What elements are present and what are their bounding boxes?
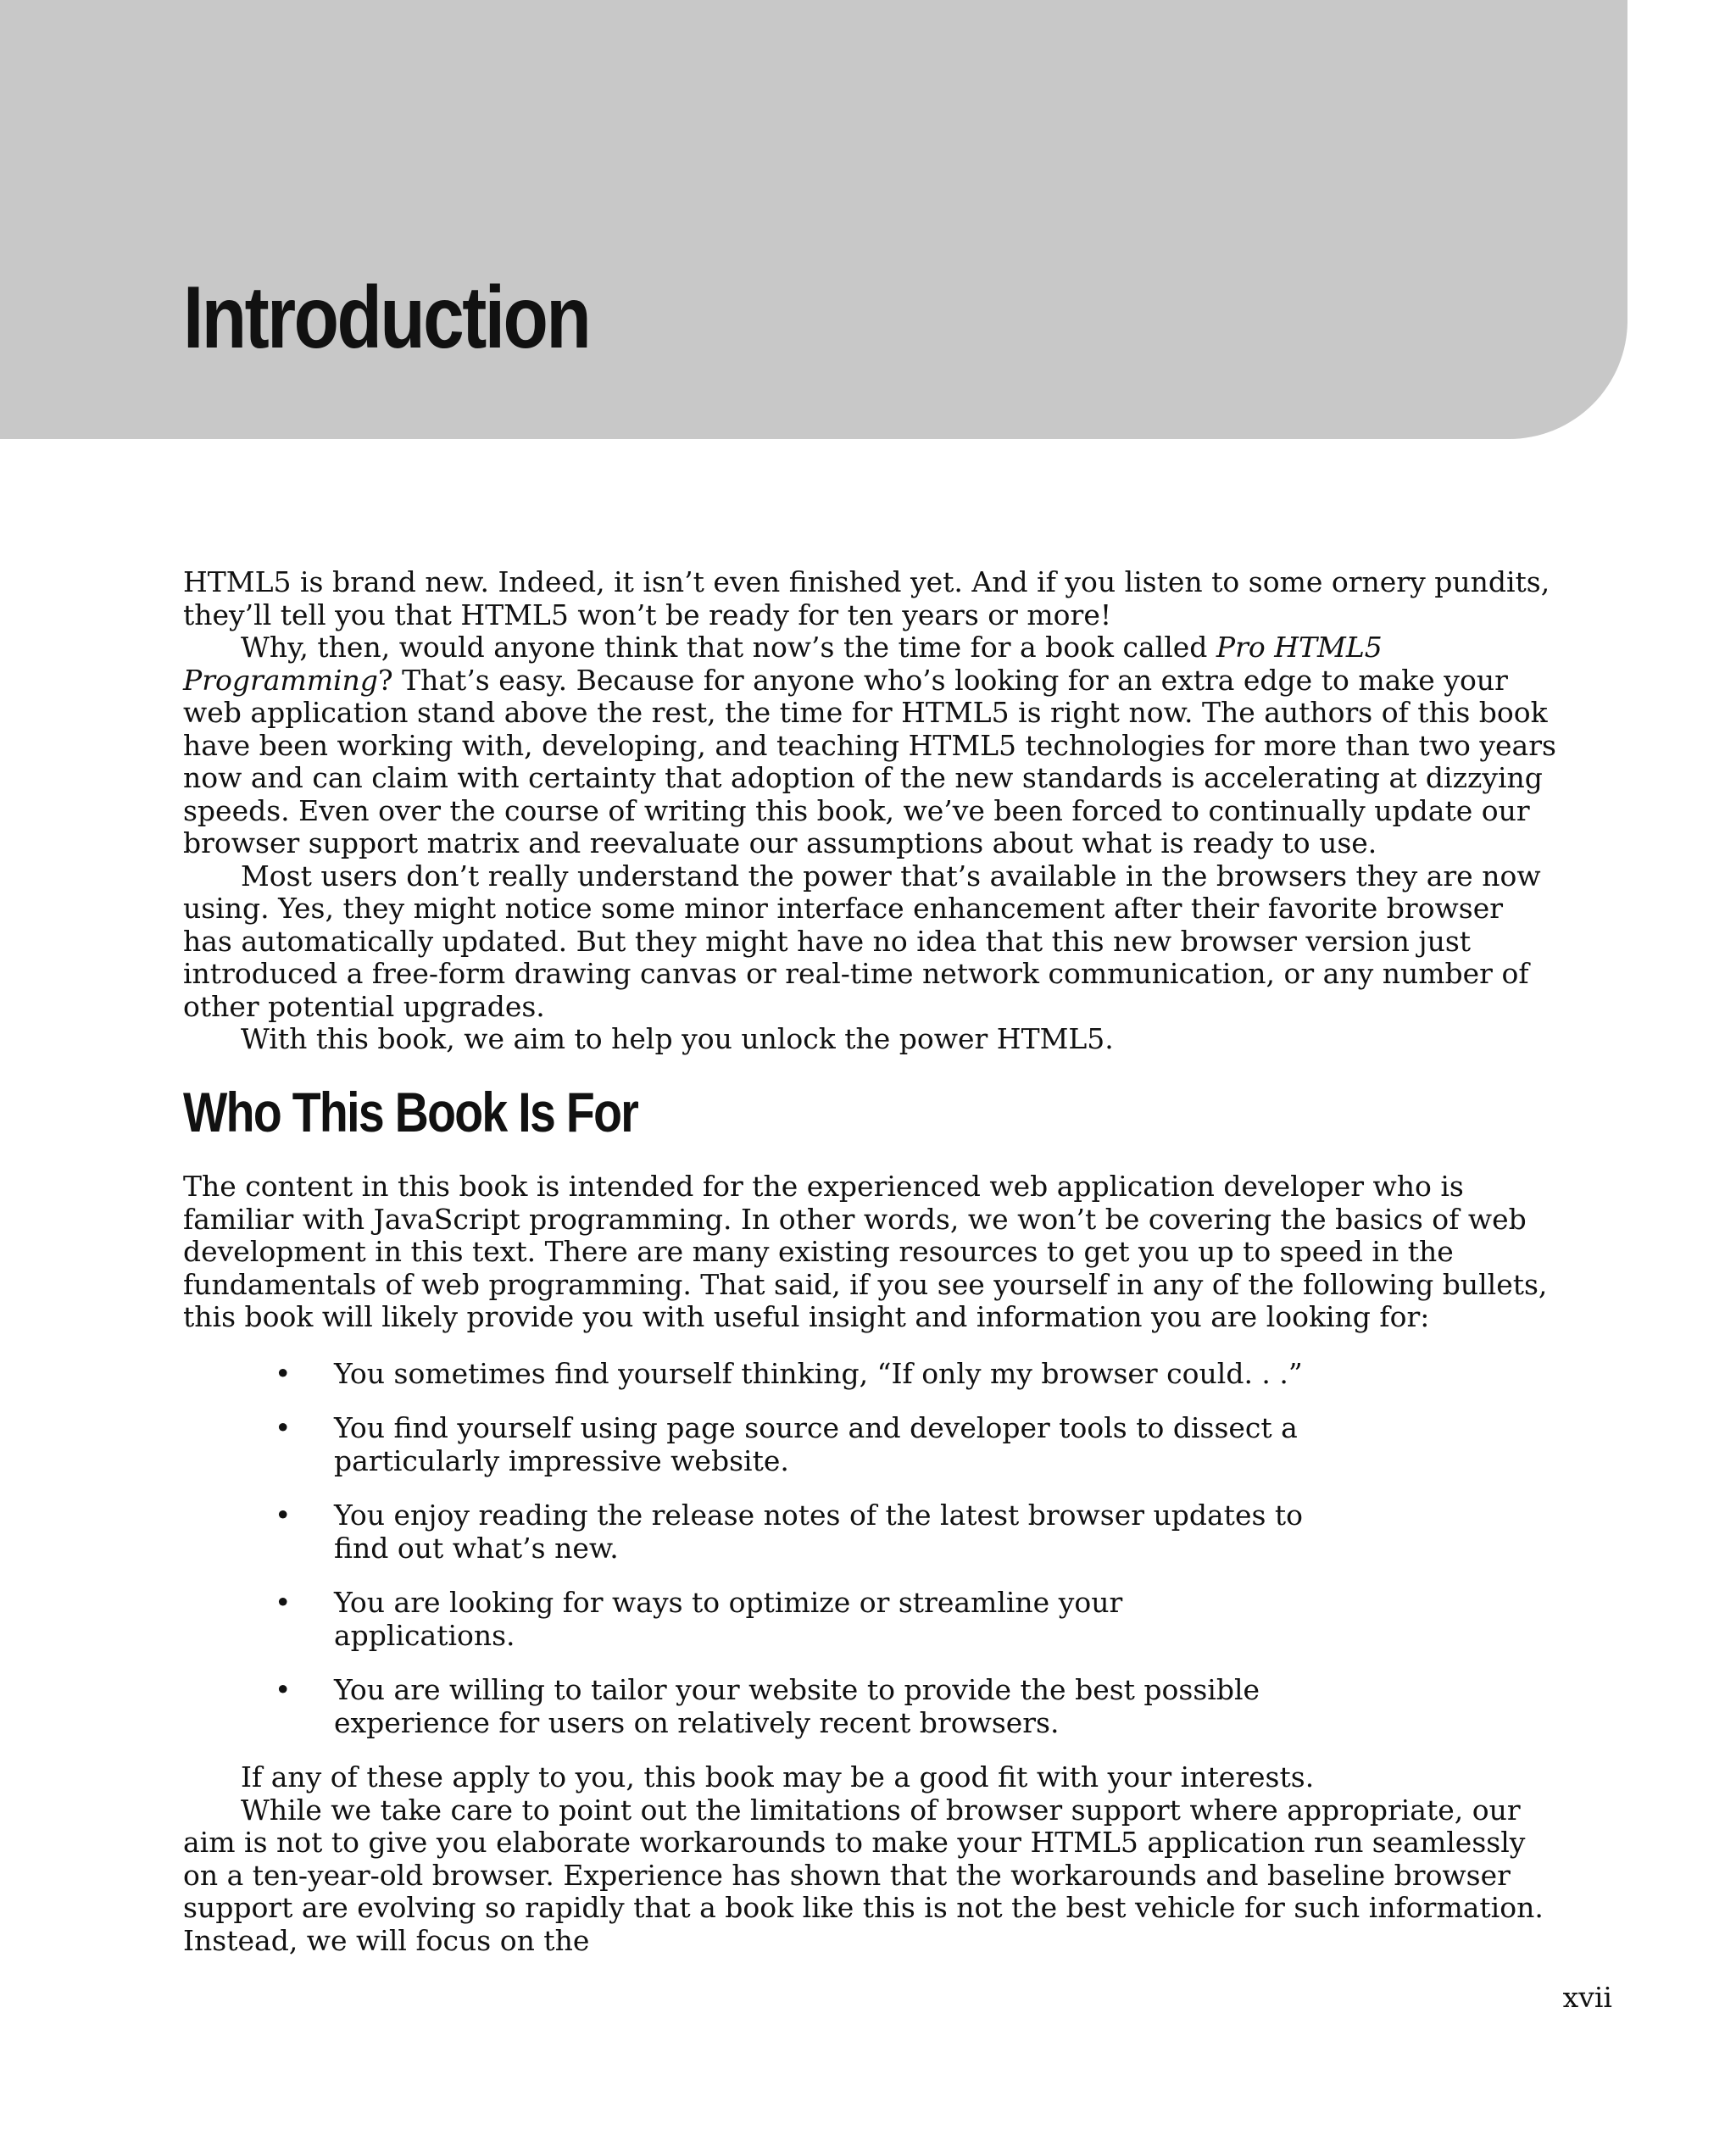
list-item — [183, 1587, 1309, 1652]
intro-paragraph-2 — [183, 631, 1556, 860]
book-title: Pro HTML5 Programming — [183, 631, 1383, 697]
bullet-text: You are looking for ways to optimize or streamline your applications. — [334, 1586, 1123, 1652]
intro-paragraph-4: With this book, we aim to help you unlock the power HTML5. — [241, 1022, 1114, 1055]
bullet-text: You sometimes find yourself thinking, “If only my browser could. . .” — [334, 1356, 1303, 1390]
bullet-list — [183, 1358, 1556, 1740]
intro-paragraph-1: HTML5 is brand new. Indeed, it isn’t even finished yet. And if you listen to some ornery pundits, they’ll tell you that HTML5 won’t be ready for ten years or more! — [183, 565, 1550, 631]
bullet-icon: • — [275, 1499, 292, 1532]
bullet-text: You find yourself using page source and developer tools to dissect a particularly impressive website. — [334, 1411, 1298, 1477]
intro-paragraph-2-rest: ? That’s easy. Because for anyone who’s looking for an extra edge to make your web application stand above the rest, the time for HTML5 is right now. The authors of this book have been working with, developing, and teaching HTML5 technologies for more than two years now and can claim with certainty that adoption of the new standards is accelerating at dizzying speeds. Even over the course of writing this book, we’ve been forced to continually update our browser support matrix and reevaluate our assumptions about what is ready to use. — [183, 663, 1556, 859]
section-paragraph-1: The content in this book is intended for the experienced web application developer who is familiar with JavaScript programming. In other words, we won’t be covering the basics of web development in this text. There are many existing resources to get you up to speed in the fundamentals of web programming. That said, if you see yourself in any of the following bullets, this book will likely provide you with useful insight and information you are looking for: — [183, 1170, 1548, 1334]
who-this-book-is-for-section — [183, 1083, 1556, 1957]
bullet-icon: • — [275, 1673, 292, 1707]
list-item — [183, 1499, 1309, 1565]
intro-paragraph-3: Most users don’t really understand the power that’s available in the browsers they are now using. Yes, they might notice some minor interface enhancement after their favorite browser has automatically updated. But they might have no idea that this new browser version just introduced a free-form drawing canvas or real-time network communication, or any number of other potential upgrades. — [183, 859, 1541, 1023]
section-paragraph-2: If any of these apply to you, this book may be a good fit with your interests. — [241, 1760, 1315, 1794]
bullet-icon: • — [275, 1411, 292, 1445]
list-item — [183, 1674, 1309, 1739]
list-item — [183, 1358, 1309, 1391]
bullet-text: You are willing to tailor your website to provide the best possible experience for users on relatively recent browsers. — [334, 1673, 1260, 1739]
bullet-icon: • — [275, 1356, 292, 1390]
intro-paragraph-2-lead: Why, then, would anyone think that now’s the time for a book called — [241, 631, 1216, 664]
bullet-icon: • — [275, 1586, 292, 1620]
page-number: xvii — [1562, 1981, 1612, 2014]
section-paragraph-3: While we take care to point out the limitations of browser support where appropriate, our aim is not to give you elaborate workarounds to make your HTML5 application run seamlessly on a ten-year-old browser. Experience has shown that the workarounds and baseline browser support are evolving so rapidly that a book like this is not the best vehicle for such information. Instead, we will focus on the — [183, 1793, 1544, 1957]
list-item — [183, 1412, 1309, 1477]
chapter-header-band — [0, 0, 1628, 439]
section-heading: Who This Book Is For — [183, 1081, 638, 1143]
intro-text — [183, 566, 1556, 1056]
bullet-text: You enjoy reading the release notes of the latest browser updates to find out what’s new. — [334, 1499, 1304, 1565]
chapter-title: Introduction — [183, 269, 590, 367]
